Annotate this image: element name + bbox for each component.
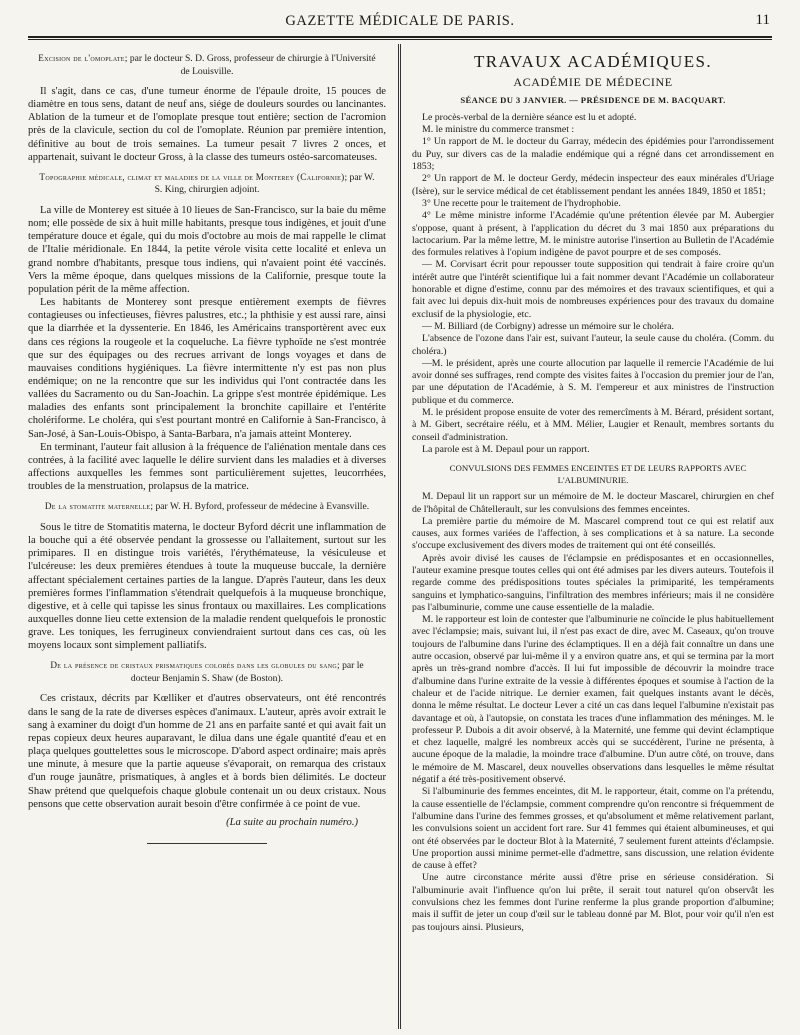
paragraph: — M. Billiard (de Corbigny) adresse un mémoire sur le choléra. bbox=[422, 320, 674, 332]
article-title-rest: ; par le docteur S. D. Gross, professeur de chirurgie à l'Université de Louisville. bbox=[124, 53, 376, 77]
running-head bbox=[30, 10, 770, 34]
continued-note: (La suite au prochain numéro.) bbox=[226, 816, 358, 828]
paragraph: En terminant, l'auteur fait allusion à la fréquence de l'aliénation mentale dans ces contrées, à la facilité avec laquelle le délire survient dans les maladies et à diverses affections auxquelles les femmes sont particulièrement sujettes, leucorrhées, troubles de la menstruation, prolapsus de la matrice. bbox=[28, 441, 386, 493]
header-rule bbox=[28, 36, 772, 38]
article-title-monterey bbox=[28, 171, 386, 197]
article-title-sc: Topographie médicale, climat et maladies de la ville de Monterey (Californie) bbox=[39, 171, 345, 182]
article-title-sc: De la stomatite maternelle bbox=[44, 501, 151, 512]
article-title-rest: ; par W. S. King, chirurgien adjoint. bbox=[154, 171, 375, 196]
section-title: TRAVAUX ACADÉMIQUES. bbox=[473, 52, 712, 71]
article-title-sc: De la présence de cristaux prismatiques colorés dans les globules du sang bbox=[50, 660, 338, 671]
paragraph: 4° Le même ministre informe l'Académie qu'une prétention élevée par M. Aubergier s'oppose, quant à présent, à l'application du décret du 3 mai 1850 aux préparations du lactocarium. Par la même lettre, M. le ministre autorise l'insertion au Bulletin de l'Académie des formules relatives à l'opium indigène de pavot pourpre et de ses composés. bbox=[412, 210, 774, 259]
paragraph: 3° Une recette pour le traitement de l'hydrophobie. bbox=[422, 197, 621, 209]
paragraph: Sous le titre de Stomatitis materna, le docteur Byford décrit une inflammation de la bouche qui a été observée pendant la grossesse ou l'allaitement, surtout sur les primipares. Il en distingue trois variétés, l'érythémateuse, la vésiculeuse et l'ulcéreuse: les deux premières étendues à toute la muqueuse buccale, la dernière affectant spécialement certaines parties de la langue. D'après l'auteur, dans les deux premières formes l'inflammation s'étendrait quelquefois à la muqueuse bronchique, digestive, et à celle qui tapisse les sinus frontaux ou maxillaires. Les complications auxquelles donne lieu cette extension de la maladie rendent quelquefois le pronostic grave. Les toniques, les ferrugineux conviendraient surtout dans ces cas, où les moyens locaux sont simplement palliatifs. bbox=[28, 521, 386, 652]
paragraph: 1° Un rapport de M. le docteur du Garray, médecin des épidémies pour l'arrondissement du Puy, sur divers cas de la maladie endémique qui a régné dans cet arrondissement en 1853; bbox=[412, 136, 774, 173]
session-heading: SÉANCE DU 3 JANVIER. — PRÉSIDENCE DE M. BACQUART. bbox=[460, 94, 726, 105]
paragraph: M. Depaul lit un rapport sur un mémoire de M. le docteur Mascarel, chirurgien en chef de l'hôpital de Châtellerault, sur les convulsions des femmes enceintes. bbox=[412, 491, 774, 515]
academy-heading: ACADÉMIE DE MÉDECINE bbox=[513, 75, 673, 90]
paragraph: Le procès-verbal de la dernière séance est lu et adopté. bbox=[422, 111, 637, 123]
article-title-rest: ; par le docteur Benjamin S. Shaw (de Boston). bbox=[130, 660, 364, 684]
page-number: 11 bbox=[755, 12, 770, 28]
paragraph: M. le ministre du commerce transmet : bbox=[422, 124, 575, 136]
paragraph: L'absence de l'ozone dans l'air est, suivant l'auteur, la seule cause du choléra. (Comm. du choléra.) bbox=[412, 333, 774, 357]
journal-title: GAZETTE MÉDICALE DE PARIS. bbox=[285, 13, 515, 29]
article-title-rest: ; par W. H. Byford, professeur de médecine à Evansville. bbox=[150, 501, 370, 513]
paragraph: —M. le président, après une courte allocution par laquelle il remercie l'Académie de lui avoir donné ses suffrages, rend compte des visites faites à l'occasion du premier jour de l'an, par une députation de l'Académie, à S. M. l'empereur et aux ministres de l'instruction publique et du commerce. bbox=[412, 357, 774, 406]
paragraph: Ces cristaux, décrits par Kœlliker et d'autres observateurs, ont été rencontrés dans le sang de la rate de diverses espèces d'animaux. L'auteur, après avoir extrait le sang à examiner du doigt d'un homme de 21 ans en parfaite santé et qui avait fait un repas copieux deux heures auparavant, le dilua dans une égale quantité d'eau et en plaça quelques gouttelettes sous le microscope. D'abord aspect ordinaire; mais après une minute, à mesure que la partie aqueuse s'évaporait, on remarqua des cristaux d'un rouge jaunâtre, prismatiques, à angles et à bords bien délimités. Le docteur Shaw prétend que quelquefois chaque globule contenait un ou deux cristaux. Nous pensons que cette observation aurait besoin d'être confirmée à ce point de vue. bbox=[28, 693, 386, 810]
paragraph: Une autre circonstance mérite aussi d'être prise en sérieuse considération. Si l'albuminurie avait l'influence qu'on lui prête, il serait tout naturel qu'on observât les convulsions chez les femmes dont l'urine renferme la plus grande proportion d'albumine; mais il suffit de jeter un coup d'œil sur le tableau donné par M. Blot, pour voir qu'il n'en est pas toujours ainsi. Plusieurs, bbox=[412, 872, 774, 933]
end-rule bbox=[147, 843, 267, 844]
article-title-sc: Excision de l'omoplate bbox=[38, 53, 125, 63]
paragraph: Les habitants de Monterey sont presque entièrement exempts de fièvres contagieuses ou infectieuses, fièvres palustres, etc.; la phthisie y est aussi rare, ainsi que la diarrhée et la dyssenterie. En 1846, les Américains transportèrent avec eux dans ces régions la rougeole et la coqueluche. La fièvre typhoïde ne s'est montrée que sur des équipages ou des recrues arrivant de longs voyages et dans de mauvaises conditions hygiéniques. La fièvre intermittente n'y est pas non plus endémique; on ne la rencontre que sur les individus qui l'ont contractée dans les vallées du Sacramento ou du San-Joachin. La grippe s'est montrée épidémique. Les maladies des enfants sont principalement la bronchite capillaire et l'entérite cholériforme. Le choléra, qui s'est pourtant montré en Californie à San-Francisco, à San-José, à San-Louis-Obispo, à Santa-Barbara, n'a jamais atteint Monterey. bbox=[28, 297, 386, 440]
article-title-cristaux bbox=[28, 659, 386, 685]
article-title-omoplate bbox=[28, 52, 386, 78]
right-column bbox=[412, 54, 774, 934]
paragraph: La première partie du mémoire de M. Mascarel comprend tout ce qui est relatif aux causes, aux formes variées de l'affection, à ses complications et à sa nature. La seconde s'occupe exclusivement des divers modes de traitement qui ont été conseillés. bbox=[412, 515, 774, 552]
paragraph: — M. Corvisart écrit pour repousser toute supposition qui tendrait à faire croire qu'un intérêt autre que l'intérêt scientifique lui a fait nommer devant l'Académie un collaborateur honorable et digne d'estime, connu par des mémoires et des travaux scientifiques, et qui a fait avec lui depuis dix-huit mois de nombreuses expériences pour des travaux du domaine exclusif de la physiologie, etc. bbox=[412, 259, 774, 320]
paragraph: Après avoir divisé les causes de l'éclampsie en prédisposantes et en occasionnelles, l'auteur examine presque toutes celles qui ont été admises par les divers auteurs. Toutefois il regarde comme des prédispositions toutes spéciales la primiparité, les tempéraments sanguins et lymphatico-sanguins, l'infiltration des membres inférieurs; mais il ne considère pas l'albuminurie, comme une cause essentielle de la maladie. bbox=[412, 552, 774, 613]
left-column bbox=[28, 52, 386, 844]
column-divider bbox=[398, 44, 399, 1029]
paragraph: Il s'agit, dans ce cas, d'une tumeur énorme de l'épaule droite, 15 pouces de diamètre en tous sens, datant de neuf ans, siége de douleurs sourdes ou lancinantes. Ablation de la tumeur et de l'omoplate presque tout entière; section de l'acromion près de la clavicule, section du col de l'omoplate. Réunion par première intention, définitive au bout de trois semaines. La tumeur pesait 7 livres 2 onces, et appartenait, suivant le docteur Gross, à la classe des tumeurs ostéo-sarcomateuses. bbox=[28, 86, 386, 163]
paragraph: La parole est à M. Depaul pour un rapport. bbox=[422, 443, 590, 455]
paragraph: 2° Un rapport de M. le docteur Gerdy, médecin inspecteur des eaux minérales d'Uriage (Isère), sur le service médical de cet établissement pendant les années 1849, 1850 et 1851; bbox=[412, 173, 774, 197]
article-title-stomatite bbox=[28, 500, 386, 514]
header-rule-thin bbox=[28, 39, 772, 40]
paragraph: La ville de Monterey est située à 10 lieues de San-Francisco, sur la baie du même nom; elle possède de six à huit mille habitants, presque tous indigènes, et jouit d'une température douce et égale, qui du mois d'octobre au mois de mai rappelle le climat de l'Italie méridionale. En 1844, la petite vérole visita cette localité et enleva un grand nombre d'habitants, presque tous indiens, qui n'avaient point été vaccinés. Vers la même époque, dans quelques missions de la Californie, presque toute la population périt de la même affection. bbox=[28, 204, 386, 295]
paragraph: Si l'albuminurie des femmes enceintes, dit M. le rapporteur, était, comme on l'a prétendu, la cause essentielle de l'éclampsie, comment comprendre qu'on rencontre si fréquemment de l'albumine dans l'urine des femmes grosses, et qu'absolument et même relativement parlant, les convulsions soient un accident fort rare. Sur 41 femmes qui étaient albumineuses, et qui ont été observées par le docteur Blot à la Maternité, 7 seulement furent atteints d'éclampsie. Une proportion aussi minime permet-elle d'admettre, sans discussion, une relation évidente de cause à effet? bbox=[412, 786, 774, 872]
paragraph: M. le rapporteur est loin de contester que l'albuminurie ne coïncide le plus habituellement avec l'éclampsie; mais, suivant lui, il n'est pas exact de dire, avec M. Caseaux, qu'on trouve toujours de l'albumine dans l'urine des éclamptiques. Il en a déjà fait connaître un dans une autre occasion, observé par lui-même il y a environ quatre ans, et qui se termina par la mort après un très-grand nombre d'accès. Il lui fut impossible de découvrir la moindre trace d'albumine dans l'urine extraite de la vessie à différentes époques et soumise à l'action de la chaleur et de l'acide nitrique. Le dernier examen, fait quelques instants avant le décès, donna le même résultat. Le docteur Lever a cité un cas dans lequel l'albumine n'existait pas davantage et où, à l'autopsie, on constata les traces d'une inflammation des méninges. M. le professeur P. Dubois a dit avoir observé, à la Maternité, une femme qui devint éclamptique et chez laquelle, malgré les nombreux accès qui se succédèrent, l'urine ne présenta, à aucune époque de la maladie, la moindre trace d'albumine. D'un autre côté, on trouve, dans le mémoire de M. Mascarel, deux nouvelles observations dans lesquelles le même résultat négatif a été très-positivement observé. bbox=[412, 614, 774, 786]
column-divider-second bbox=[400, 44, 401, 1029]
article-title-convulsions: CONVULSIONS DES FEMMES ENCEINTES ET DE LEURS RAPPORTS AVEC L'ALBUMINURIE. bbox=[449, 463, 747, 485]
paragraph: M. le président propose ensuite de voter des remercîments à M. Bérard, président sortant, à M. Gibert, secrétaire réélu, et à MM. Mélier, Laugier et Renault, membres sortants du conseil d'administration. bbox=[412, 407, 774, 443]
